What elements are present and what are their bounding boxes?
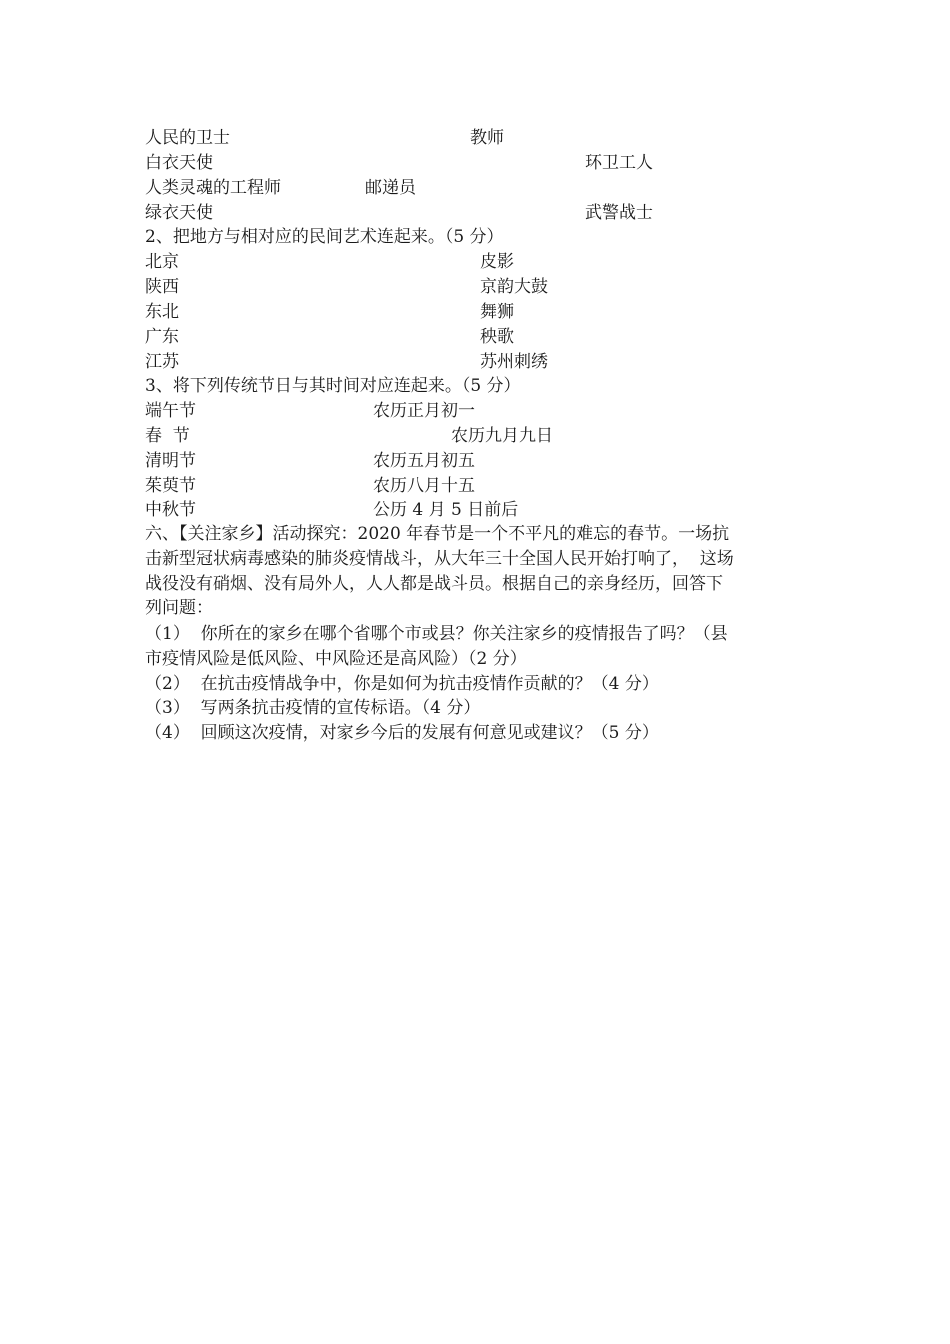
match-left-item: 绿衣天使 [145,203,213,223]
place-item: 江苏 [145,352,179,372]
festival-date-item: 农历八月十五 [373,476,475,496]
folk-art-item: 京韵大鼓 [480,277,548,297]
festival-item: 清明节 [145,451,196,471]
intro-line: 列问题： [145,598,213,619]
match-left-item: 白衣天使 [145,153,213,173]
folk-art-item: 秧歌 [480,327,514,347]
match-left-item: 人民的卫士 [145,128,230,148]
place-item: 广东 [145,327,179,347]
festival-item: 中秋节 [145,500,196,520]
festival-date-item: 公历 4 月 5 日前后 [373,500,519,520]
intro-line: 六、【关注家乡】活动探究：2020 年春节是一个不平凡的难忘的春节。一场抗 [145,524,730,544]
match-right-item: 环卫工人 [585,153,653,173]
match-right-item: 邮递员 [365,178,416,198]
section-6-intro [145,522,805,621]
intro-line: 战役没有硝烟、没有局外人，人人都是战斗员。根据自己的亲身经历，回答下 [145,573,723,594]
festival-date-item: 农历正月初一 [373,401,475,421]
match-right-item: 教师 [470,128,504,148]
festival-date-item: 农历五月初五 [373,451,475,471]
match-left-item: 人类灵魂的工程师 [145,178,281,198]
festival-item: 春 节 [145,426,190,446]
match-right-item: 武警战士 [585,203,653,223]
question-line: 市疫情风险是低风险、中风险还是高风险）（2 分） [145,648,527,669]
question-line: （1） 你所在的家乡在哪个省哪个市或县？你关注家乡的疫情报告了吗？（县 [145,624,728,644]
question-line: （2） 在抗击疫情战争中，你是如何为抗击疫情作贡献的？（4 分） [145,673,659,694]
folk-art-item: 皮影 [480,252,514,272]
folk-art-item: 苏州刺绣 [480,352,548,372]
question-line: （3） 写两条抗击疫情的宣传标语。（4 分） [145,698,481,719]
intro-line: 击新型冠状病毒感染的肺炎疫情战斗，从大年三十全国人民开始打响了， 这场 [145,548,734,569]
folk-art-item: 舞狮 [480,302,514,322]
question-line: （4） 回顾这次疫情，对家乡今后的发展有何意见或建议？（5 分） [145,723,659,744]
festival-item: 端午节 [145,401,196,421]
place-item: 东北 [145,302,179,322]
place-item: 北京 [145,252,179,272]
festival-item: 茱萸节 [145,476,196,496]
section-6-questions [145,622,805,746]
question-2-heading: 2、把地方与相对应的民间艺术连起来。（5 分） [145,227,504,247]
festival-date-item: 农历九月九日 [451,426,553,446]
place-item: 陕西 [145,277,179,297]
question-3-heading: 3、将下列传统节日与其时间对应连起来。（5 分） [145,376,521,396]
